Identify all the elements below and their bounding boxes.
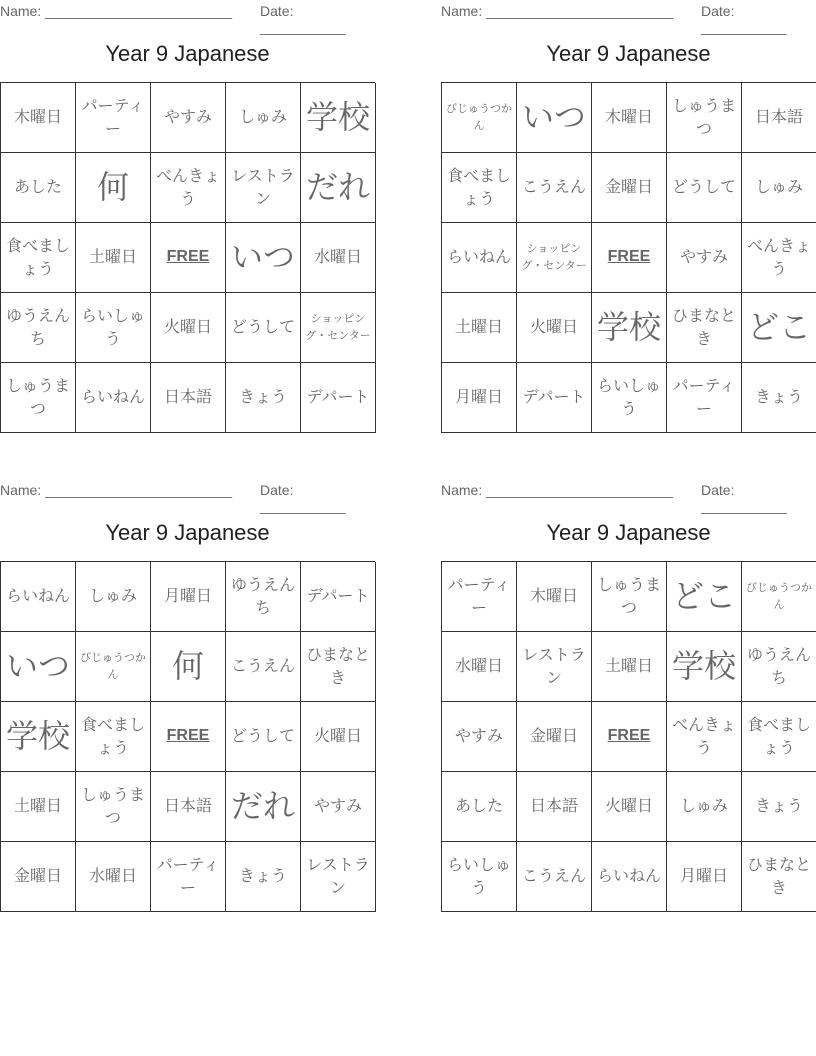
card-header	[441, 0, 816, 35]
bingo-cell: らいねん	[1, 562, 76, 632]
bingo-cell: 金曜日	[592, 153, 667, 223]
bingo-cell: レストラン	[226, 153, 301, 223]
bingo-cell: どうして	[226, 702, 301, 772]
bingo-cell: べんきょう	[667, 702, 742, 772]
bingo-cell: 金曜日	[1, 842, 76, 912]
bingo-cell: ひまなとき	[301, 632, 376, 702]
free-cell: FREE	[592, 223, 667, 293]
bingo-cell: 木曜日	[592, 83, 667, 153]
bingo-card-1	[0, 0, 375, 432]
bingo-cell: 火曜日	[301, 702, 376, 772]
bingo-cell: だれ	[301, 153, 376, 223]
date-label: Date: ___________	[701, 3, 787, 35]
bingo-cell: らいしゅう	[592, 363, 667, 433]
free-cell: FREE	[151, 223, 226, 293]
bingo-cell: きょう	[226, 842, 301, 912]
bingo-card-2	[441, 0, 816, 432]
bingo-cell: 火曜日	[592, 772, 667, 842]
bingo-cell: ショッピング・センター	[301, 293, 376, 363]
bingo-cell: しゅうまつ	[1, 363, 76, 433]
bingo-cell: パーティー	[667, 363, 742, 433]
name-label: Name: ________________________	[441, 3, 673, 19]
bingo-cell: どうして	[667, 153, 742, 223]
bingo-cell: パーティー	[151, 842, 226, 912]
bingo-grid	[441, 82, 816, 433]
bingo-cell: しゅみ	[667, 772, 742, 842]
bingo-cell: 土曜日	[76, 223, 151, 293]
bingo-cell: やすみ	[151, 83, 226, 153]
bingo-cell: 水曜日	[76, 842, 151, 912]
card-title: Year 9 Japanese	[105, 41, 270, 66]
bingo-cell: やすみ	[667, 223, 742, 293]
bingo-cell: こうえん	[517, 842, 592, 912]
bingo-cell: らいしゅう	[76, 293, 151, 363]
card-title: Year 9 Japanese	[546, 520, 711, 545]
card-header	[0, 0, 375, 35]
bingo-cell: デパート	[301, 363, 376, 433]
bingo-cell: 土曜日	[442, 293, 517, 363]
bingo-cell: きょう	[742, 772, 816, 842]
card-header	[0, 479, 375, 514]
bingo-cell: ゆうえんち	[742, 632, 816, 702]
bingo-cell: レストラン	[517, 632, 592, 702]
date-label: Date: ___________	[260, 3, 346, 35]
bingo-cell: レストラン	[301, 842, 376, 912]
bingo-cell: ひまなとき	[742, 842, 816, 912]
bingo-cell: 水曜日	[301, 223, 376, 293]
bingo-cell: しゅみ	[742, 153, 816, 223]
bingo-cell: 土曜日	[1, 772, 76, 842]
name-label: Name: ________________________	[441, 482, 673, 498]
bingo-cell: いつ	[1, 632, 76, 702]
bingo-cell: 学校	[301, 83, 376, 153]
bingo-cell: しゅうまつ	[667, 83, 742, 153]
bingo-cell: 水曜日	[442, 632, 517, 702]
bingo-grid	[441, 561, 816, 912]
bingo-cell: いつ	[226, 223, 301, 293]
bingo-cell: 土曜日	[592, 632, 667, 702]
bingo-cell: どうして	[226, 293, 301, 363]
bingo-cell: パーティー	[76, 83, 151, 153]
free-cell: FREE	[592, 702, 667, 772]
bingo-cell: 食べましょう	[442, 153, 517, 223]
date-label: Date: ___________	[260, 482, 346, 514]
name-label: Name: ________________________	[0, 482, 232, 498]
bingo-cell: べんきょう	[151, 153, 226, 223]
bingo-cell: どこ	[742, 293, 816, 363]
bingo-cell: 月曜日	[442, 363, 517, 433]
bingo-cell: 学校	[1, 702, 76, 772]
bingo-cell: 学校	[592, 293, 667, 363]
bingo-cell: デパート	[301, 562, 376, 632]
bingo-cell: 月曜日	[667, 842, 742, 912]
bingo-cell: らいねん	[442, 223, 517, 293]
bingo-cell: あした	[1, 153, 76, 223]
bingo-cell: 食べましょう	[742, 702, 816, 772]
bingo-cell: びじゅうつかん	[442, 83, 517, 153]
bingo-cell: びじゅうつかん	[742, 562, 816, 632]
bingo-cell: ショッピング・センター	[517, 223, 592, 293]
bingo-cell: べんきょう	[742, 223, 816, 293]
bingo-cell: 食べましょう	[76, 702, 151, 772]
bingo-cell: らいねん	[76, 363, 151, 433]
bingo-cell: あした	[442, 772, 517, 842]
card-header	[441, 479, 816, 514]
date-label: Date: ___________	[701, 482, 787, 514]
bingo-cell: きょう	[742, 363, 816, 433]
bingo-cell: らいねん	[592, 842, 667, 912]
card-title: Year 9 Japanese	[105, 520, 270, 545]
bingo-cell: 月曜日	[151, 562, 226, 632]
bingo-cell: しゅみ	[226, 83, 301, 153]
bingo-cell: 日本語	[151, 363, 226, 433]
bingo-cell: しゅうまつ	[76, 772, 151, 842]
bingo-cell: 何	[76, 153, 151, 223]
card-title: Year 9 Japanese	[546, 41, 711, 66]
bingo-cell: びじゅうつかん	[76, 632, 151, 702]
bingo-cell: 学校	[667, 632, 742, 702]
bingo-cell: 木曜日	[1, 83, 76, 153]
bingo-cell: 火曜日	[517, 293, 592, 363]
bingo-cell: パーティー	[442, 562, 517, 632]
bingo-cell: いつ	[517, 83, 592, 153]
bingo-cell: しゅみ	[76, 562, 151, 632]
bingo-cell: きょう	[226, 363, 301, 433]
bingo-cell: ゆうえんち	[226, 562, 301, 632]
bingo-cell: しゅうまつ	[592, 562, 667, 632]
bingo-cell: デパート	[517, 363, 592, 433]
bingo-card-3	[0, 479, 375, 911]
bingo-cell: 日本語	[742, 83, 816, 153]
bingo-cell: 日本語	[517, 772, 592, 842]
bingo-cell: 金曜日	[517, 702, 592, 772]
bingo-cell: 何	[151, 632, 226, 702]
bingo-cell: 食べましょう	[1, 223, 76, 293]
name-label: Name: ________________________	[0, 3, 232, 19]
bingo-cell: やすみ	[301, 772, 376, 842]
bingo-cell: こうえん	[226, 632, 301, 702]
bingo-cell: らいしゅう	[442, 842, 517, 912]
bingo-grid	[0, 82, 375, 433]
bingo-cell: どこ	[667, 562, 742, 632]
bingo-cell: ゆうえんち	[1, 293, 76, 363]
bingo-cell: 火曜日	[151, 293, 226, 363]
bingo-cell: だれ	[226, 772, 301, 842]
bingo-cell: やすみ	[442, 702, 517, 772]
bingo-cell: ひまなとき	[667, 293, 742, 363]
bingo-cell: こうえん	[517, 153, 592, 223]
bingo-cell: 木曜日	[517, 562, 592, 632]
bingo-grid	[0, 561, 375, 912]
bingo-cell: 日本語	[151, 772, 226, 842]
free-cell: FREE	[151, 702, 226, 772]
bingo-card-4	[441, 479, 816, 911]
